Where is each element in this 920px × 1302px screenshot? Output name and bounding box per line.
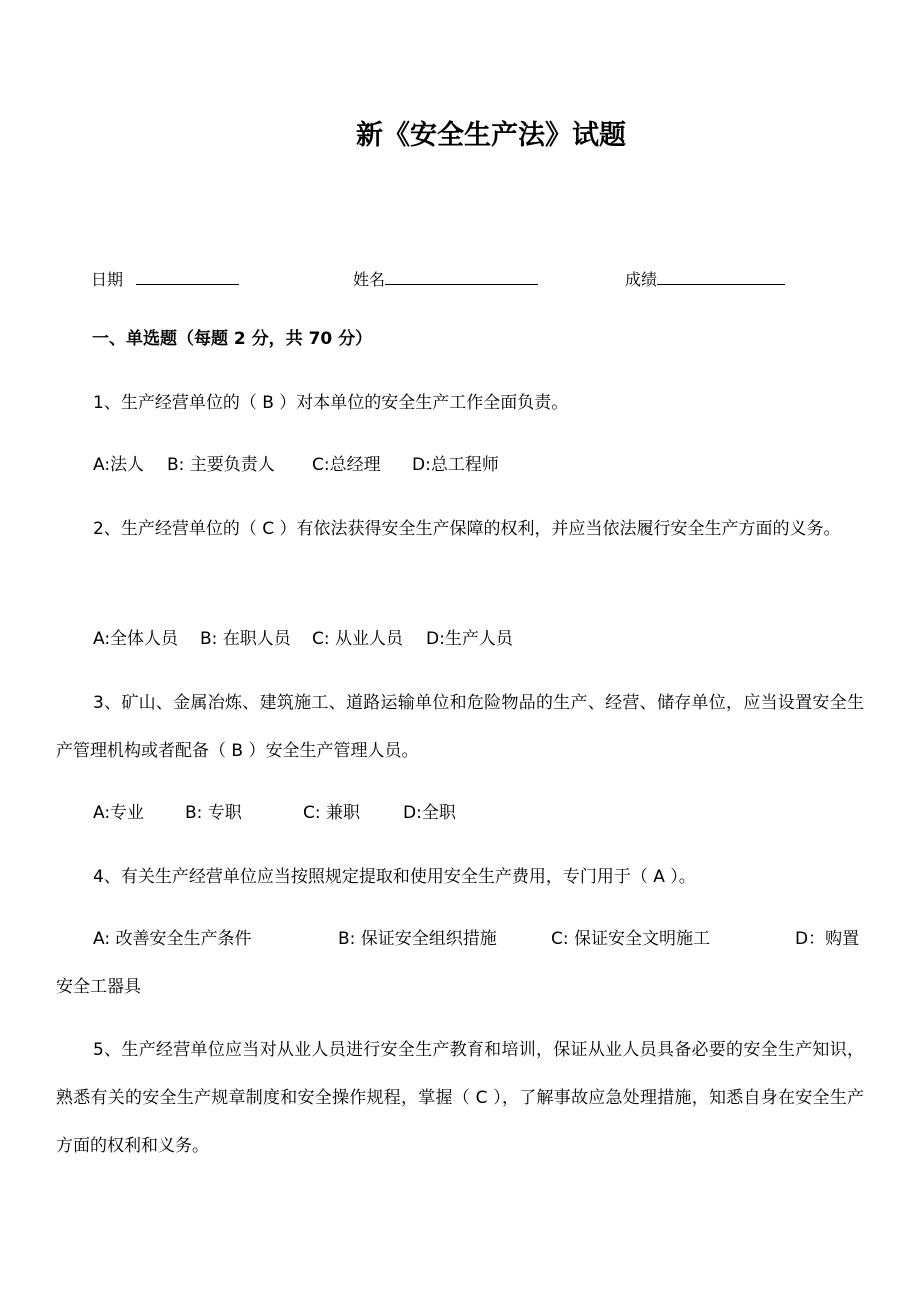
info-row (0, 266, 920, 292)
date-blank (136, 266, 239, 285)
option-b: B: 主要负责人 (167, 455, 275, 475)
option-c: C: 从业人员 (312, 629, 404, 649)
option-a: A:法人 (93, 455, 145, 475)
question-5: 5、生产经营单位应当对从业人员进行安全生产教育和培训，保证从业人员具备必要的安全生产知识，熟悉有关的安全生产规章制度和安全操作规程，掌握（ C ），了解事故应急处理措施，知悉自身在安全生产方面的权利和义务。 (56, 1040, 864, 1156)
question-3: 3、矿山、金属冶炼、建筑施工、道路运输单位和危险物品的生产、经营、储存单位，应当设置安全生产管理机构或者配备（ B ）安全生产管理人员。 (56, 693, 864, 761)
date-label: 日期 (91, 270, 124, 289)
option-c: C: 兼职 (303, 803, 361, 823)
option-a: A:专业 (93, 803, 145, 823)
name-label: 姓名 (353, 270, 386, 289)
option-a: A:全体人员 (93, 629, 179, 649)
option-b: B: 在职人员 (200, 629, 291, 649)
date-field (91, 266, 239, 293)
name-blank (385, 266, 538, 285)
score-label: 成绩 (625, 270, 658, 289)
option-c: C: 保证安全文明施工 (551, 929, 711, 949)
option-d-continuation: 安全工器具 (56, 977, 141, 997)
question-4: 4、有关生产经营单位应当按照规定提取和使用安全生产费用，专门用于（ A ）。 (93, 867, 696, 887)
question-4-options (56, 915, 864, 1011)
option-b: B: 保证安全组织措施 (338, 929, 497, 949)
option-d: D:总工程师 (412, 455, 499, 475)
name-field (353, 266, 538, 293)
option-b: B: 专职 (185, 803, 242, 823)
score-blank (657, 266, 785, 285)
option-c: C:总经理 (312, 455, 381, 475)
section-title: 一、单选题（每题 2 分，共 70 分） (92, 329, 373, 349)
question-1: 1、生产经营单位的（ B ）对本单位的安全生产工作全面负责。 (93, 393, 569, 413)
option-d: D:全职 (403, 803, 456, 823)
score-field (625, 266, 785, 293)
question-2: 2、生产经营单位的（ C ）有依法获得安全生产保障的权利，并应当依法履行安全生产方面的义务。 (93, 519, 841, 539)
option-d: D：购置 (795, 929, 860, 949)
option-a: A: 改善安全生产条件 (93, 929, 252, 949)
option-d: D:生产人员 (426, 629, 513, 649)
question-4-options-line (56, 915, 864, 963)
page-title: 新《安全生产法》试题 (356, 120, 626, 151)
